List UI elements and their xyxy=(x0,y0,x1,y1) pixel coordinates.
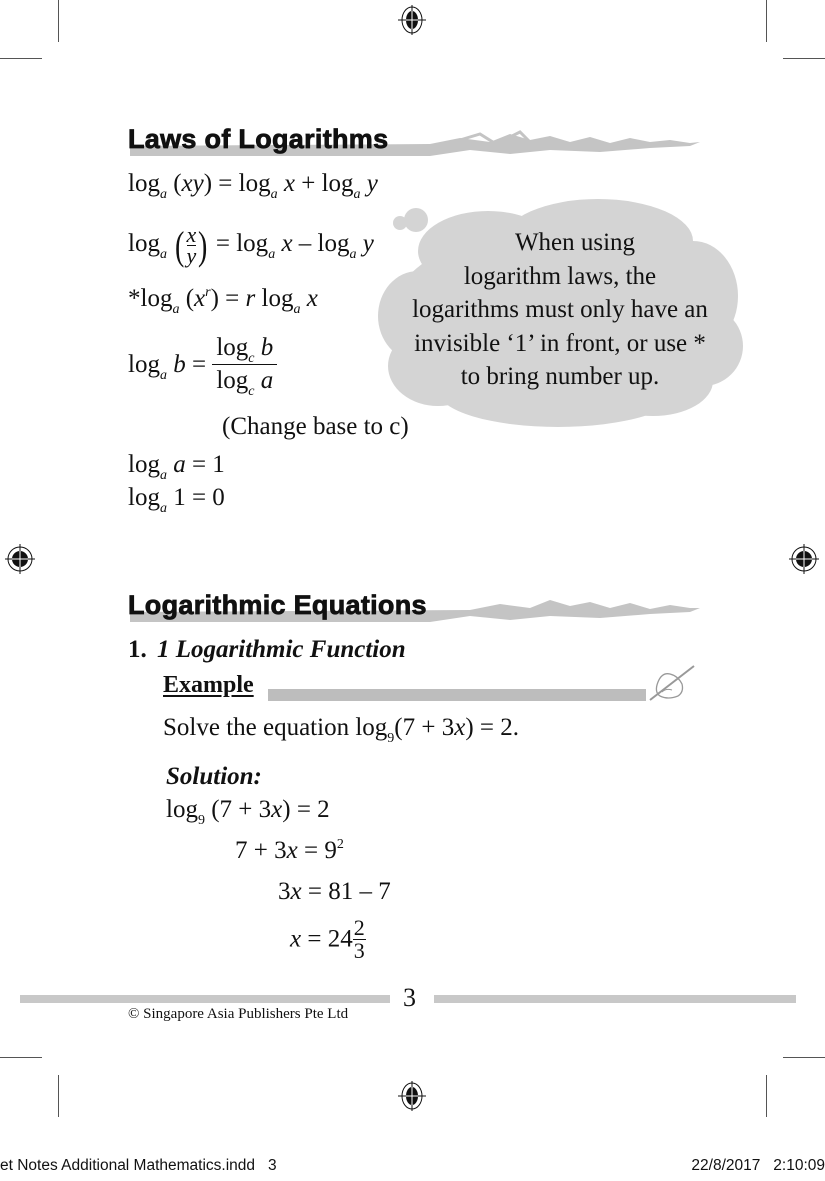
example-label: Example xyxy=(163,672,254,698)
fraction-two-thirds: $\frac{2}{3}$ xyxy=(353,915,365,963)
section-title-equations: Logarithmic Equations xyxy=(128,590,427,620)
example-question xyxy=(163,714,520,746)
change-base-fraction: $\frac{\log_c b}{\log_c a}$ xyxy=(212,334,277,395)
base-c: c xyxy=(248,351,255,366)
tip-line: invisible ‘1’ in front, or use * xyxy=(414,329,706,357)
base-a: a xyxy=(159,468,167,483)
rule-change-base: $\log_a b$ = $\frac{\log_c b}{\log_c a}$ xyxy=(128,334,277,395)
solution-step-3: 3x = 81 – 7 xyxy=(278,878,391,905)
section-title-laws: Laws of Logarithms xyxy=(128,124,389,154)
footer-bar-right xyxy=(434,995,796,1003)
rule-identity: $\log_a a = 1$ xyxy=(128,451,225,483)
question-suffix: (7 + 3x) = 2. xyxy=(394,714,520,741)
rule-quotient: $\log_a$ ( $\frac{x}{y}$ ) = $\log_a x - \log_a y$ xyxy=(128,222,374,268)
star-marker: * xyxy=(128,285,141,312)
question-base: 9 xyxy=(387,731,395,746)
base-9: 9 xyxy=(197,813,205,828)
item-title: 1 Logarithmic Function xyxy=(157,636,406,663)
crop-mark-bottom-right xyxy=(766,1075,767,1117)
pencil-hand-icon xyxy=(644,662,696,704)
copyright: © Singapore Asia Publishers Pte Ltd xyxy=(128,1006,349,1022)
base-a: a xyxy=(159,367,167,383)
base-a: a xyxy=(270,187,278,202)
log-text: log xyxy=(128,484,160,511)
registration-mark-bottom-icon xyxy=(395,1079,429,1113)
base-a: a xyxy=(353,187,361,202)
solution-step-4: x = 24 $\frac{2}{3}$ xyxy=(290,915,365,963)
base-a: a xyxy=(159,247,167,263)
solution-step-1: $\log_9 (7 + 3x) = 2$ xyxy=(166,796,330,828)
base-c: c xyxy=(248,384,255,399)
change-base-note: (Change base to c) xyxy=(222,413,409,440)
registration-mark-left-icon xyxy=(3,542,37,576)
solution-label xyxy=(166,763,262,791)
log-text: log xyxy=(216,334,249,361)
registration-mark-top-icon xyxy=(395,3,429,37)
crop-mark-left-top xyxy=(0,58,42,59)
slug-datetime: 22/8/2017 2:10:09 xyxy=(691,1157,825,1174)
tip-line: to bring number up. xyxy=(460,363,660,390)
question-prefix: Solve the equation log xyxy=(163,714,388,741)
fraction-x-over-y: $\frac{x}{y}$ xyxy=(186,222,197,268)
base-a: a xyxy=(172,302,180,317)
rule-log-one: $\log_a 1 = 0$ xyxy=(128,484,225,516)
item-heading xyxy=(128,636,406,664)
log-text: log xyxy=(317,230,350,258)
crop-mark-left-bottom xyxy=(0,1057,42,1058)
crop-mark-right-top xyxy=(783,58,825,59)
log-text: log xyxy=(236,230,269,258)
log-text: log xyxy=(216,367,249,394)
crop-mark-bottom-left xyxy=(58,1075,59,1117)
crop-mark-top-right xyxy=(766,0,767,42)
tip-line: When using xyxy=(514,229,636,256)
tip-line: logarithm laws, the xyxy=(463,262,657,290)
example-bar xyxy=(268,689,646,701)
log-text: log xyxy=(261,285,294,312)
rule-product: $\log_a (xy) = \log_a x + \log_a y$ xyxy=(128,170,378,202)
log-text: log xyxy=(128,170,160,197)
log-text: log xyxy=(128,451,160,478)
log-text: log xyxy=(166,796,198,823)
item-number: 1. xyxy=(128,636,147,663)
log-text: log xyxy=(128,230,160,258)
log-text: log xyxy=(140,285,173,312)
log-text: log xyxy=(321,170,354,197)
log-text: log xyxy=(128,350,160,378)
base-a: a xyxy=(159,501,167,516)
tip-line: logarithms must only have an xyxy=(412,296,708,323)
base-a: a xyxy=(159,187,167,202)
registration-mark-right-icon xyxy=(787,542,821,576)
solution-label-text: Solution: xyxy=(166,763,262,790)
crop-mark-top-left xyxy=(58,0,59,42)
base-a: a xyxy=(268,247,276,263)
log-text: log xyxy=(238,170,271,197)
solution-step-2: $7 + 3x = 9^2$ xyxy=(235,837,344,864)
tip-text xyxy=(380,226,740,394)
rule-power: $*\log_a$ $(x^r) = r$ $\log_a x$ xyxy=(128,285,318,317)
crop-mark-right-bottom xyxy=(783,1057,825,1058)
slug-filename: et Notes Additional Mathematics.indd 3 xyxy=(0,1157,277,1174)
base-a: a xyxy=(349,247,357,263)
page-number: 3 xyxy=(403,983,416,1012)
base-a: a xyxy=(293,302,301,317)
footer-bar-left xyxy=(20,995,390,1003)
